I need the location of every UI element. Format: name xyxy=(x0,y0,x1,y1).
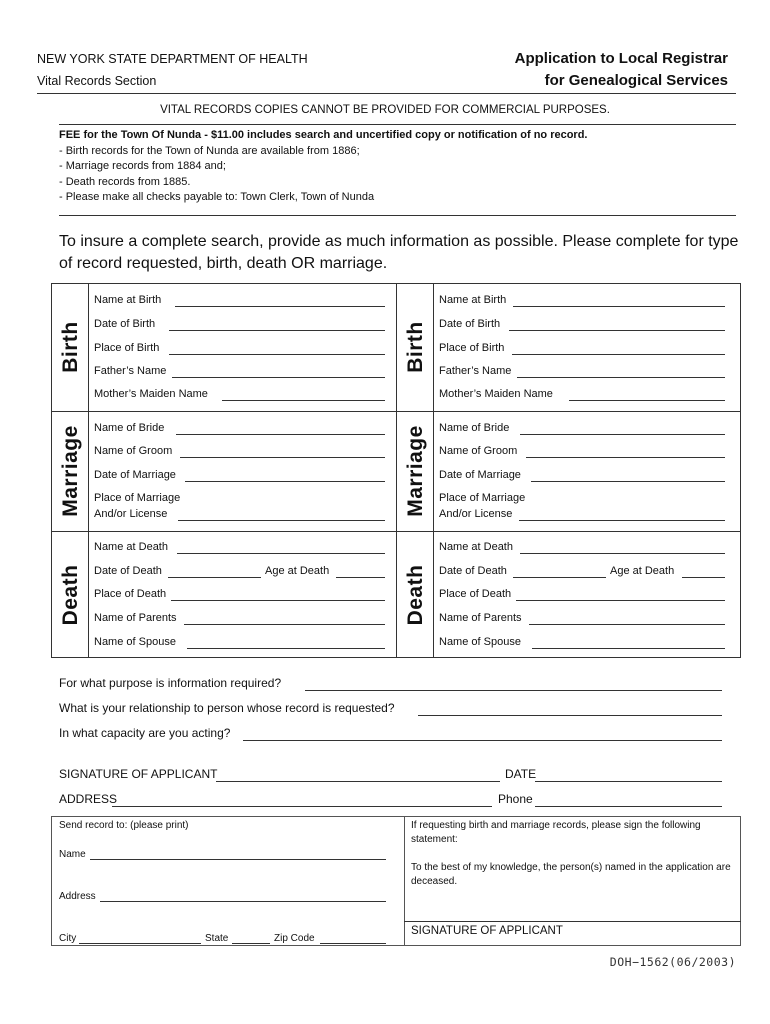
phone-field[interactable] xyxy=(535,806,722,807)
date-of-death-field[interactable] xyxy=(513,577,606,578)
mothers-maiden-name-label: Mother’s Maiden Name xyxy=(439,388,553,400)
fee-item: - Birth records for the Town of Nunda are available from 1886; xyxy=(59,144,360,157)
place-of-birth-field[interactable] xyxy=(169,354,385,355)
date-label: DATE xyxy=(505,767,537,781)
mail-name-field[interactable] xyxy=(90,859,386,860)
place-of-death-label: Place of Death xyxy=(94,588,167,600)
name-of-parents-label: Name of Parents xyxy=(439,612,522,624)
form-title-line2: for Genealogical Services xyxy=(544,72,728,89)
deceased-statement: To the best of my knowledge, the person(s) named in the application are deceased. xyxy=(411,862,731,887)
place-of-birth-field[interactable] xyxy=(512,354,725,355)
form-number: DOH−1562(06/2003) xyxy=(609,955,736,969)
fathers-name-label: Father’s Name xyxy=(439,365,512,377)
name-at-birth-label: Name at Birth xyxy=(94,294,162,306)
send-record-heading: Send record to: (please print) xyxy=(59,820,189,831)
mailing-box xyxy=(51,816,741,946)
purpose-field[interactable] xyxy=(305,690,722,691)
name-at-death-field[interactable] xyxy=(520,553,725,554)
capacity-field[interactable] xyxy=(243,740,722,741)
fathers-name-label: Father’s Name xyxy=(94,365,167,377)
section-name: Vital Records Section xyxy=(37,74,157,88)
relationship-question: What is your relationship to person whose record is requested? xyxy=(59,701,395,715)
place-of-death-field[interactable] xyxy=(171,600,385,601)
mothers-maiden-name-label: Mother’s Maiden Name xyxy=(94,388,208,400)
statement-intro: If requesting birth and marriage records, please sign the following statement: xyxy=(411,820,701,845)
marriage-section-label: Marriage xyxy=(404,425,427,517)
mothers-maiden-name-field[interactable] xyxy=(222,400,385,401)
record-grid xyxy=(51,283,741,658)
age-at-death-label: Age at Death xyxy=(610,565,675,577)
place-of-marriage-label: Place of Marriage xyxy=(439,492,526,504)
city-label: City xyxy=(59,933,77,944)
place-of-marriage-field[interactable] xyxy=(178,520,385,521)
age-at-death-label: Age at Death xyxy=(265,565,330,577)
name-of-spouse-field[interactable] xyxy=(532,648,725,649)
instructions: To insure a complete search, provide as much information as possible. Please complete for type of record requested, birth, death OR marriage. xyxy=(59,233,739,272)
name-of-parents-field[interactable] xyxy=(529,624,725,625)
date-field[interactable] xyxy=(535,781,722,782)
name-of-parents-field[interactable] xyxy=(184,624,385,625)
name-of-bride-field[interactable] xyxy=(520,434,725,435)
signature-field[interactable] xyxy=(216,781,500,782)
name-at-birth-field[interactable] xyxy=(175,306,385,307)
name-at-death-label: Name at Death xyxy=(94,541,168,553)
place-of-marriage-label: Place of Marriage xyxy=(94,492,181,504)
age-at-death-field[interactable] xyxy=(682,577,725,578)
fee-item: - Death records from 1885. xyxy=(59,175,191,188)
address-label: ADDRESS xyxy=(59,792,118,806)
place-of-death-field[interactable] xyxy=(516,600,725,601)
birth-section-label: Birth xyxy=(59,321,82,373)
zip-label: Zip Code xyxy=(274,933,315,944)
date-of-death-label: Date of Death xyxy=(439,565,507,577)
statement-signature-field[interactable] xyxy=(404,921,741,922)
date-of-marriage-label: Date of Marriage xyxy=(94,469,176,481)
zip-field[interactable] xyxy=(320,943,386,944)
place-of-marriage-field[interactable] xyxy=(519,520,725,521)
commercial-notice: VITAL RECORDS COPIES CANNOT BE PROVIDED FOR COMMERCIAL PURPOSES. xyxy=(160,104,610,116)
fee-headline: FEE for the Town Of Nunda - $11.00 includes search and uncertified copy or notification of no record. xyxy=(59,129,588,141)
place-of-birth-label: Place of Birth xyxy=(94,342,160,354)
signature-label: SIGNATURE OF APPLICANT xyxy=(59,767,218,781)
relationship-field[interactable] xyxy=(418,715,722,716)
state-label: State xyxy=(205,933,229,944)
name-of-spouse-field[interactable] xyxy=(187,648,385,649)
mail-address-label: Address xyxy=(59,891,96,902)
license-label: And/or License xyxy=(94,508,168,520)
mothers-maiden-name-field[interactable] xyxy=(569,400,725,401)
date-of-marriage-label: Date of Marriage xyxy=(439,469,521,481)
name-of-groom-label: Name of Groom xyxy=(439,445,518,457)
header-divider xyxy=(37,93,736,94)
fee-block xyxy=(59,128,587,206)
name-of-groom-field[interactable] xyxy=(180,457,385,458)
death-section-label: Death xyxy=(404,564,427,626)
address-field[interactable] xyxy=(112,806,492,807)
name-at-death-label: Name at Death xyxy=(439,541,513,553)
state-field[interactable] xyxy=(232,943,270,944)
name-of-spouse-label: Name of Spouse xyxy=(94,636,176,648)
date-of-death-field[interactable] xyxy=(168,577,261,578)
date-of-birth-field[interactable] xyxy=(169,330,385,331)
date-of-death-label: Date of Death xyxy=(94,565,162,577)
mail-name-label: Name xyxy=(59,849,86,860)
name-at-death-field[interactable] xyxy=(177,553,385,554)
name-of-groom-field[interactable] xyxy=(526,457,725,458)
fee-divider xyxy=(59,215,736,216)
marriage-section-label: Marriage xyxy=(59,425,82,517)
form-title-line1: Application to Local Registrar xyxy=(514,50,728,67)
name-of-spouse-label: Name of Spouse xyxy=(439,636,521,648)
name-of-parents-label: Name of Parents xyxy=(94,612,177,624)
mail-address-field[interactable] xyxy=(100,901,386,902)
fathers-name-field[interactable] xyxy=(172,377,385,378)
name-of-bride-field[interactable] xyxy=(176,434,385,435)
name-of-groom-label: Name of Groom xyxy=(94,445,173,457)
date-of-birth-field[interactable] xyxy=(509,330,725,331)
notice-divider xyxy=(59,124,736,125)
fee-item: - Marriage records from 1884 and; xyxy=(59,160,226,172)
city-field[interactable] xyxy=(79,943,201,944)
name-of-bride-label: Name of Bride xyxy=(439,422,510,434)
place-of-death-label: Place of Death xyxy=(439,588,512,600)
capacity-question: In what capacity are you acting? xyxy=(59,726,231,740)
fee-item: - Please make all checks payable to: Town Clerk, Town of Nunda xyxy=(59,191,375,203)
death-section-label: Death xyxy=(59,564,82,626)
license-label: And/or License xyxy=(439,508,513,520)
date-of-birth-label: Date of Birth xyxy=(439,318,501,330)
purpose-question: For what purpose is information required? xyxy=(59,676,282,690)
fathers-name-field[interactable] xyxy=(517,377,725,378)
age-at-death-field[interactable] xyxy=(336,577,385,578)
agency-name: NEW YORK STATE DEPARTMENT OF HEALTH xyxy=(37,52,308,66)
date-of-birth-label: Date of Birth xyxy=(94,318,156,330)
date-of-marriage-field[interactable] xyxy=(185,481,385,482)
name-at-birth-field[interactable] xyxy=(513,306,725,307)
date-of-marriage-field[interactable] xyxy=(531,481,725,482)
statement-signature-label: SIGNATURE OF APPLICANT xyxy=(411,925,563,937)
place-of-birth-label: Place of Birth xyxy=(439,342,505,354)
phone-label: Phone xyxy=(498,792,533,806)
name-at-birth-label: Name at Birth xyxy=(439,294,507,306)
birth-section-label: Birth xyxy=(404,321,427,373)
name-of-bride-label: Name of Bride xyxy=(94,422,165,434)
